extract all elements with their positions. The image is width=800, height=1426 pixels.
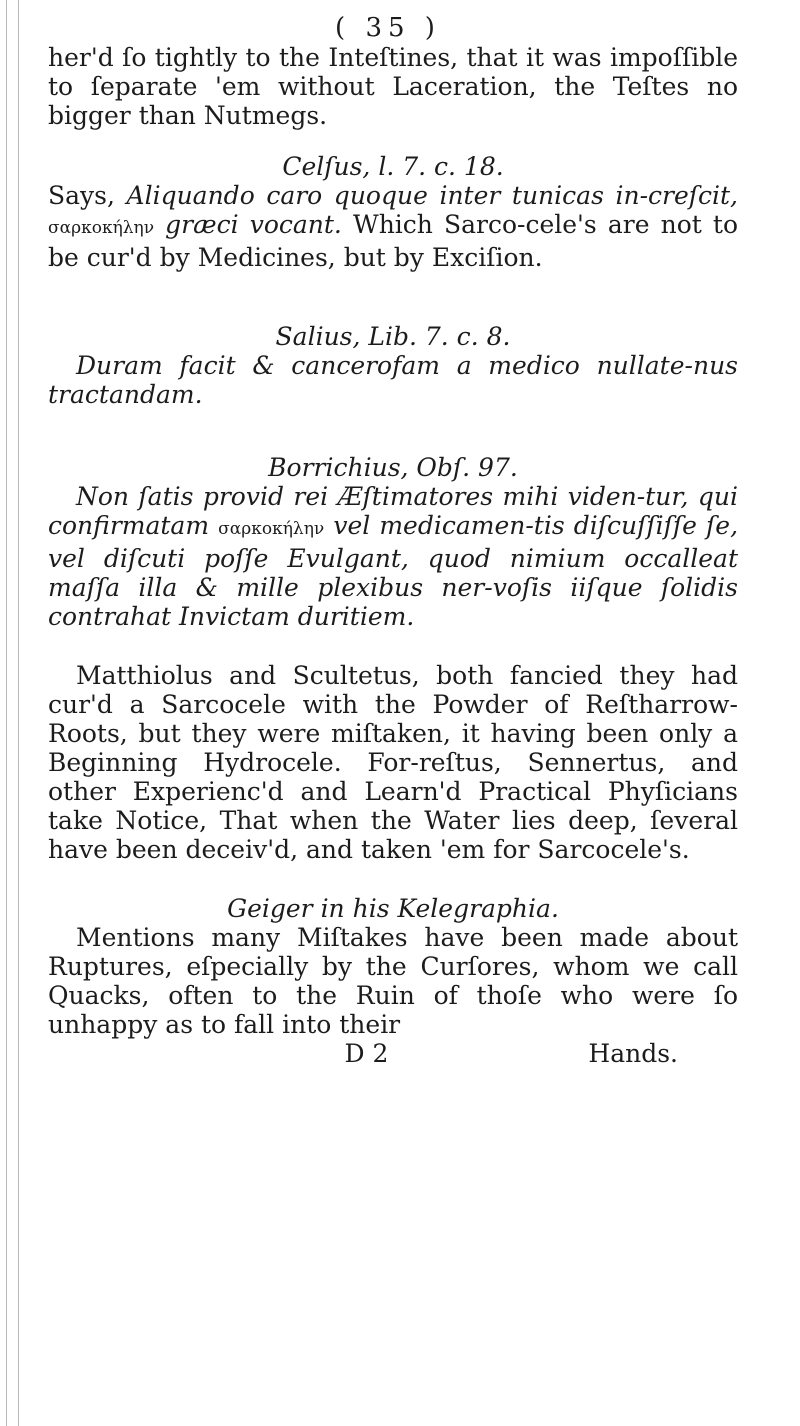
citation-heading: Borrichius, Obſ. 97.	[268, 453, 518, 482]
citation-heading: Salius, Lib. 7. c. 8.	[275, 322, 511, 351]
greek-word: σαρκοκήλην	[48, 218, 155, 238]
citation-heading: Celſus, l. 7. c. 18.	[282, 152, 504, 181]
latin-paragraph: Duram facit & cancerofam a medico nullate-nus tractandam.	[48, 351, 738, 409]
paragraph: Mentions many Miſtakes have been made about Ruptures, eſpecially by the Curſores, whom we call Quacks, often to the Ruin of thoſe who were ſo unhappy as to fall into their	[48, 923, 738, 1039]
latin-paragraph	[48, 482, 738, 631]
paragraph: Matthiolus and Scultetus, both fancied they had cur'd a Sarcocele with the Powder of Reſtharrow-Roots, but they were miſtaken, it having been only a Beginning Hydrocele. For-reſtus, Sennertus, and other Experienc'd and Learn'd Practical Phyſicians take Notice, That when the Water lies deep, ſeveral have been deceiv'd, and taken 'em for Sarcocele's.	[48, 661, 738, 864]
page-edge	[18, 0, 19, 1426]
latin-quote: græci vocant.	[165, 210, 342, 239]
book-page	[48, 14, 738, 1068]
citation-heading: Geiger in his Kelegraphia.	[227, 894, 559, 923]
paragraph: her'd ſo tightly to the Inteſtines, that it was impoſſible to ſeparate 'em without Laceration, the Teſtes no bigger than Nutmegs.	[48, 43, 738, 130]
latin-quote: vel medicamen-tis diſcuſſiſſe ſe, vel diſcuti poſſe Evulgant, quod nimium occalleat maſſa illa & mille plexibus ner-voſis iiſque ſolidis contrahat Invictam duritiem.	[48, 511, 739, 631]
latin-quote: Non ſatis provid rei Æſtimatores mihi viden-tur, qui confirmatam	[48, 482, 738, 540]
text-run: Says,	[48, 181, 115, 210]
catchword: Hands.	[588, 1039, 678, 1068]
paragraph	[48, 181, 738, 272]
latin-quote: Aliquando caro quoque inter tunicas in-creſcit,	[126, 181, 739, 210]
page-edge	[6, 0, 7, 1426]
page-number: ( 35 )	[335, 13, 441, 43]
text-run: Which Sarco-cele's are not to be cur'd by Medicines, but by Exciſion.	[48, 210, 739, 272]
greek-word: σαρκοκήλην	[218, 519, 325, 539]
page-footer	[48, 1039, 738, 1068]
signature-mark: D 2	[344, 1039, 389, 1068]
